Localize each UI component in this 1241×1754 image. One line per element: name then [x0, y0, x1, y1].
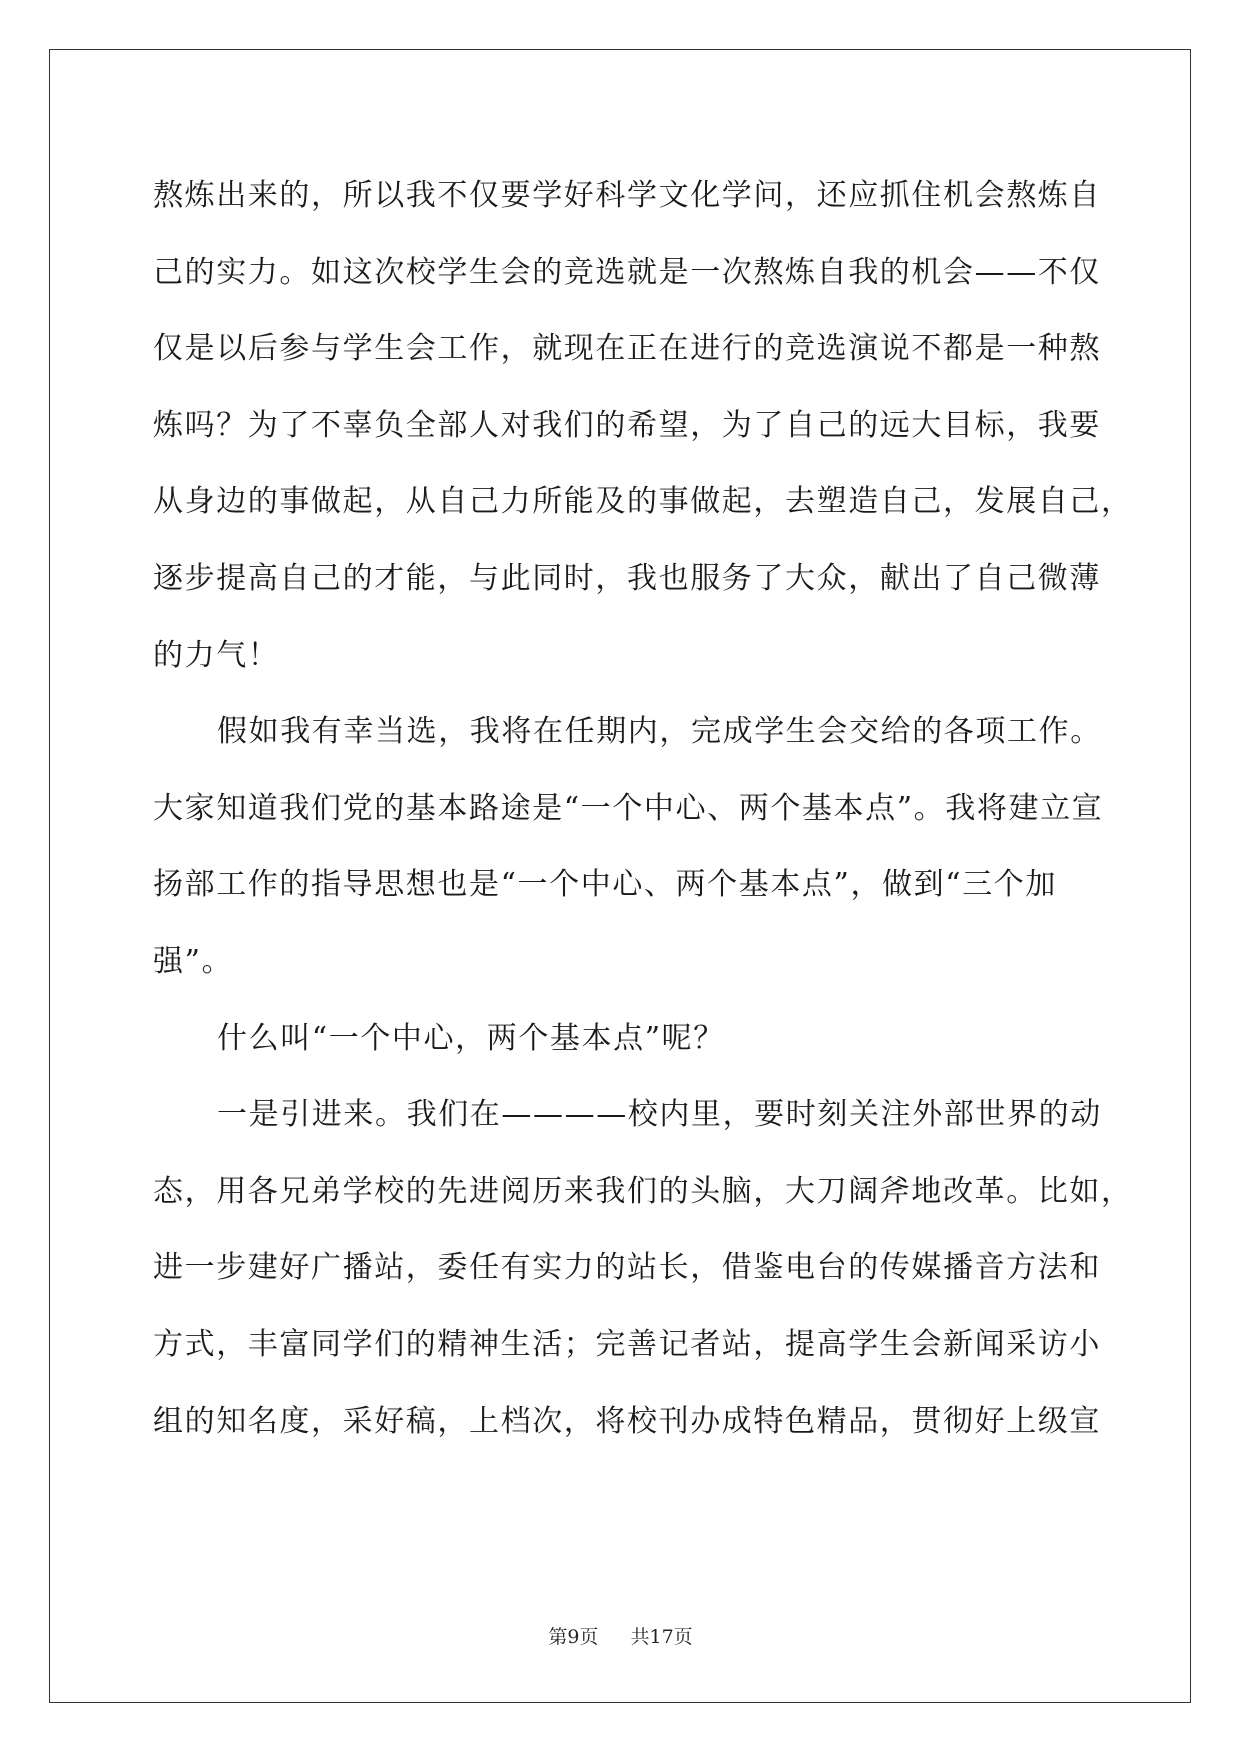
- text-line: 己的实力。如这次校学生会的竞选就是一次熬炼自我的机会——不仅: [153, 254, 1101, 290]
- paragraph-start-line: 一是引进来。我们在————校内里，要时刻关注外部世界的动: [217, 1097, 1102, 1133]
- text-line: 强”。: [153, 943, 234, 979]
- paragraph-start-line: 假如我有幸当选，我将在任期内，完成学生会交给的各项工作。: [217, 714, 1102, 750]
- paragraph-start-line: 什么叫“一个中心，两个基本点”呢？: [217, 1020, 725, 1056]
- text-line: 从身边的事做起，从自己力所能及的事做起，去塑造自己，发展自己，: [153, 484, 1133, 520]
- document-body: [153, 158, 1133, 1460]
- text-line: 方式，丰富同学们的精神生活；完善记者站，提高学生会新闻采访小: [153, 1326, 1101, 1362]
- text-line: 炼吗？为了不辜负全部人对我们的希望，为了自己的远大目标，我要: [153, 407, 1101, 443]
- text-line: 态，用各兄弟学校的先进阅历来我们的头脑，大刀阔斧地改革。比如，: [153, 1173, 1133, 1209]
- text-line: 组的知名度，采好稿，上档次，将校刊办成特色精品，贯彻好上级宣: [153, 1403, 1101, 1439]
- text-line: 仅是以后参与学生会工作，就现在正在进行的竞选演说不都是一种熬: [153, 331, 1101, 367]
- text-line: 的力气！: [153, 637, 280, 673]
- text-line: 逐步提高自己的才能，与此同时，我也服务了大众，献出了自己微薄: [153, 560, 1101, 596]
- text-line: 进一步建好广播站，委任有实力的站长，借鉴电台的传媒播音方法和: [153, 1250, 1101, 1286]
- text-line: 扬部工作的指导思想也是“一个中心、两个基本点”，做到“三个加: [153, 867, 1058, 903]
- page-number: 第9页: [548, 1626, 599, 1648]
- page-footer: [0, 1622, 1241, 1649]
- text-line: 大家知道我们党的基本路途是“一个中心、两个基本点”。我将建立宣: [153, 790, 1104, 826]
- page-total: 共17页: [630, 1626, 693, 1648]
- text-line: 熬炼出来的，所以我不仅要学好科学文化学问，还应抓住机会熬炼自: [153, 178, 1101, 213]
